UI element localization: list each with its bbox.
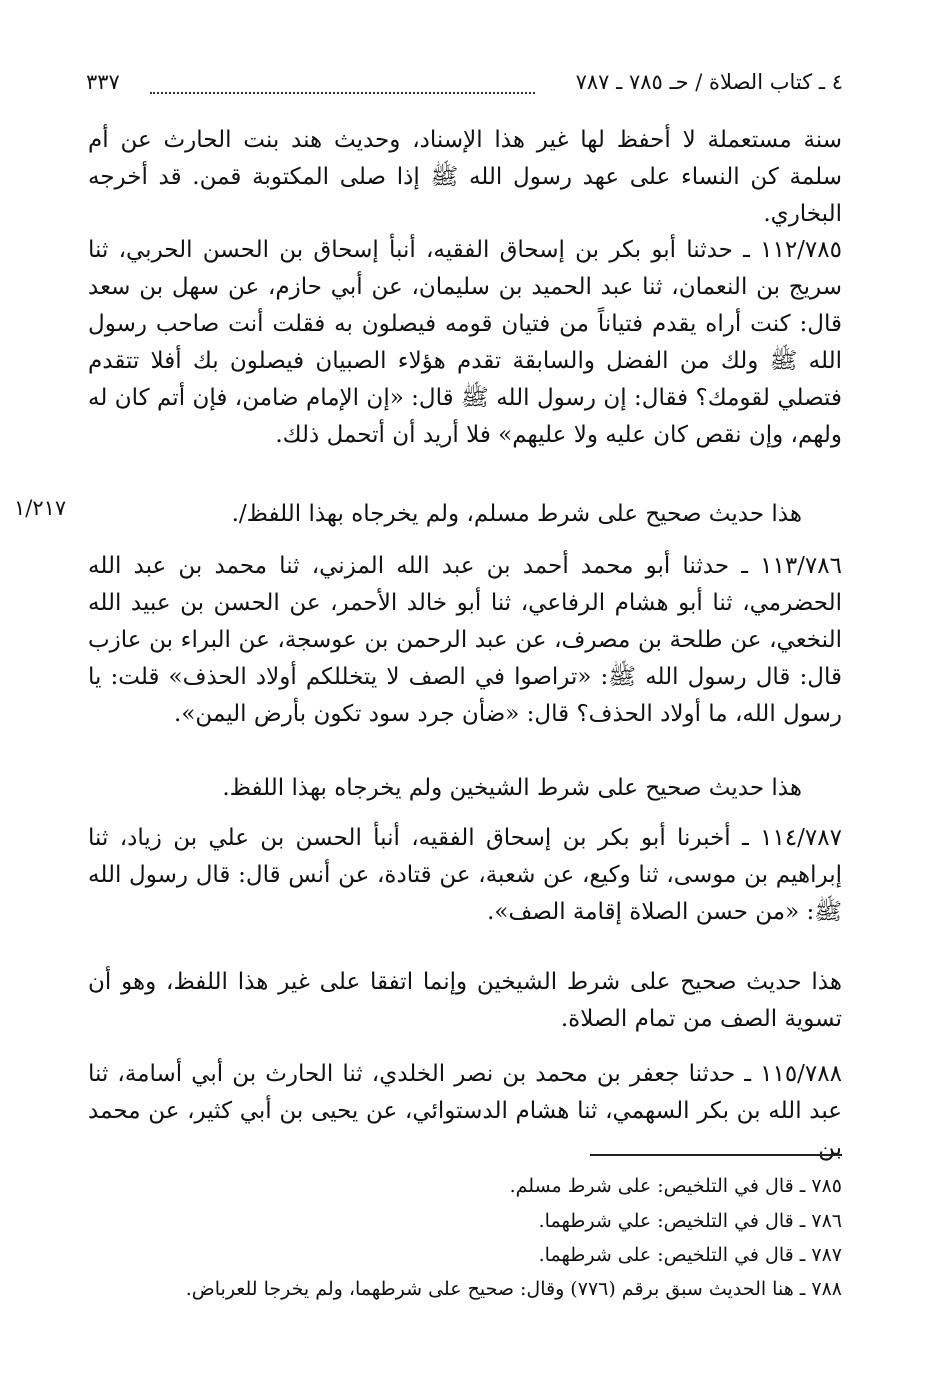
grading-785: هذا حديث صحيح على شرط مسلم، ولم يخرجاه بهذا اللفظ/. — [231, 501, 802, 527]
paragraph-continuation: سنة مستعملة لا أحفظ لها غير هذا الإسناد، وحديث هند بنت الحارث عن أم سلمة كن النساء على عهد رسول الله ﷺ إذا صلى المكتوبة قمن. قد أخرجه البخاري. — [88, 127, 842, 227]
margin-reference: ١/٢١٧ — [14, 496, 67, 520]
hadith-786: ١١٣/٧٨٦ ـ حدثنا أبو محمد أحمد بن عبد الله المزني، ثنا محمد بن عبد الله الحضرمي، ثنا أبو هشام الرفاعي، ثنا أبو خالد الأحمر، عن الحسن بن عبيد الله النخعي، عن طلحة بن مصرف، عن عبد الرحمن بن عوسجة، عن البراء بن عازب قال: قال رسول الله ﷺ: «تراصوا في الصف لا يتخللكم أولاد الحذف» قلت: يا رسول الله، ما أولاد الحذف؟ قال: «ضأن جرد سود تكون بأرض اليمن». — [88, 553, 842, 727]
footnote-separator — [590, 1154, 842, 1156]
footnote-787: ٧٨٧ ـ قال في التلخيص: على شرطهما. — [538, 1244, 842, 1266]
header-dotted-leader — [150, 92, 535, 94]
running-header-title: ٤ ـ كتاب الصلاة / حـ ٧٨٥ ـ ٧٨٧ — [575, 70, 843, 94]
hadith-785: ١١٢/٧٨٥ ـ حدثنا أبو بكر بن إسحاق الفقيه، أنبأ إسحاق بن الحسن الحربي، ثنا سريج بن النعمان، ثنا عبد الحميد بن سليمان، عن أبي حازم، عن سهل بن سعد قال: كنت أراه يقدم فتياناً من فتيان قومه فيصلون به فقلت أنت صاحب رسول الله ﷺ ولك من الفضل والسابقة تقدم هؤلاء الصبيان فيصلون بك أفلا تتقدم فتصلي لقومك؟ فقال: إن رسول الله ﷺ قال: «إن الإمام ضامن، فإن أتم كان له ولهم، وإن نقص كان عليه ولا عليهم» فلا أريد أن أتحمل ذلك. — [88, 237, 842, 448]
grading-787: هذا حديث صحيح على شرط الشيخين وإنما اتفقا على غير هذا اللفظ، وهو أن تسوية الصف من تمام الصلاة. — [88, 969, 842, 1032]
hadith-787: ١١٤/٧٨٧ ـ أخبرنا أبو بكر بن إسحاق الفقيه، أنبأ الحسن بن علي بن زياد، ثنا إبراهيم بن موسى، ثنا وكيع، عن شعبة، عن قتادة، عن أنس قال: قال رسول الله ﷺ: «من حسن الصلاة إقامة الصف». — [88, 825, 842, 925]
hadith-788: ١١٥/٧٨٨ ـ حدثنا جعفر بن محمد بن نصر الخلدي، ثنا الحارث بن أبي أسامة، ثنا عبد الله بن بكر السهمي، ثنا هشام الدستوائي، عن يحيى بن أبي كثير، عن محمد بن — [88, 1061, 842, 1161]
footnote-788: ٧٨٨ ـ هنا الحديث سبق برقم (٧٧٦) وقال: صحيح على شرطهما، ولم يخرجا للعرباض. — [185, 1278, 842, 1300]
page-number: ٣٣٧ — [86, 70, 120, 94]
footnote-785: ٧٨٥ ـ قال في التلخيص: على شرط مسلم. — [509, 1175, 842, 1197]
grading-786: هذا حديث صحيح على شرط الشيخين ولم يخرجاه بهذا اللفظ. — [222, 775, 802, 801]
footnote-786: ٧٨٦ ـ قال في التلخيص: علي شرطهما. — [538, 1210, 842, 1232]
